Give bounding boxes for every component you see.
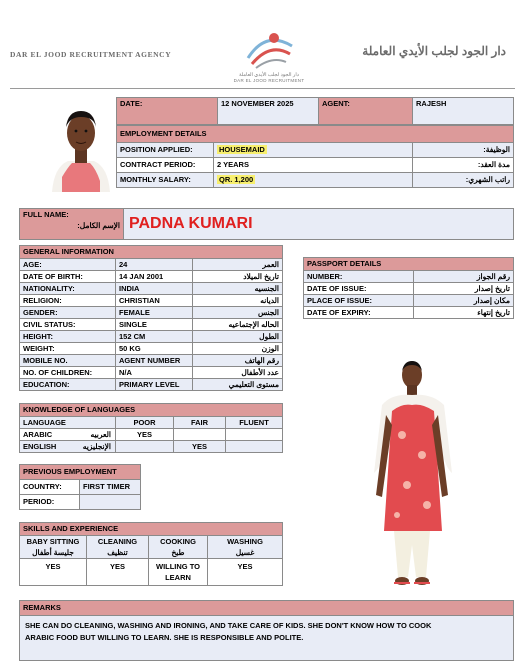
position-label: POSITION APPLIED: [117, 143, 214, 158]
contract-label: CONTRACT PERIOD: [117, 158, 214, 173]
age-value: 24 [116, 259, 193, 271]
previous-employment-table [19, 464, 141, 510]
passport-expiry-label: DATE OF EXPIRY: [304, 307, 414, 319]
religion-label-ar: الديانه [193, 295, 283, 307]
position-value-cell [214, 143, 413, 158]
language-english: ENGLISH [23, 441, 57, 451]
english-poor [116, 441, 174, 453]
civil-status-label-ar: الحاله الإجتماعيه [193, 319, 283, 331]
dob-label: DATE OF BIRTH: [20, 271, 116, 283]
salary-value-cell [214, 173, 413, 188]
contract-value: 2 YEARS [214, 158, 413, 173]
passport-issue-date-label-ar: تاريخ إصدار [414, 283, 514, 295]
weight-label-ar: الوزن [193, 343, 283, 355]
nationality-value: INDIA [116, 283, 193, 295]
english-fair: YES [174, 441, 226, 453]
remarks-header: REMARKS [20, 601, 514, 616]
gender-value: FEMALE [116, 307, 193, 319]
date-agent-table [116, 97, 514, 125]
full-name-table [19, 208, 514, 240]
arabic-fluent [226, 429, 283, 441]
agent-label: AGENT: [319, 98, 413, 125]
skill-washing-en: WASHING [227, 537, 263, 546]
age-label: AGE: [20, 259, 116, 271]
mobile-label: MOBILE NO. [20, 355, 116, 367]
languages-table [19, 403, 283, 453]
salary-label: MONTHLY SALARY: [117, 173, 214, 188]
children-label: NO. OF CHILDREN: [20, 367, 116, 379]
agency-name-english: DAR EL JOOD RECRUITMENT AGENCY [10, 50, 172, 59]
general-info-header: GENERAL INFORMATION [20, 246, 283, 259]
date-label: DATE: [117, 98, 218, 125]
country-value: FIRST TIMER [80, 480, 141, 495]
logo-caption-english: DAR EL JOOD RECRUITMENT [233, 78, 305, 83]
skill-cleaning-en: CLEANING [97, 537, 138, 546]
gender-label: GENDER: [20, 307, 116, 319]
children-label-ar: عدد الأطفال [193, 367, 283, 379]
education-label: EDUCATION: [20, 379, 116, 391]
height-label: HEIGHT: [20, 331, 116, 343]
religion-label: RELIGION: [20, 295, 116, 307]
skill-washing-value-1: YES [237, 562, 253, 571]
english-fluent [226, 441, 283, 453]
language-arabic: ARABIC [23, 429, 53, 439]
skill-baby-sitting [20, 536, 87, 559]
skill-cleaning-ar: تنظيف [107, 548, 128, 557]
header-divider [10, 88, 515, 89]
skill-cleaning [87, 536, 149, 559]
col-language: LANGUAGE [20, 417, 116, 429]
skill-cooking [149, 536, 208, 559]
general-information-table [19, 245, 283, 391]
arabic-fair [174, 429, 226, 441]
languages-header: KNOWLEDGE OF LANGUAGES [20, 404, 283, 417]
position-value: HOUSEMAID [219, 145, 265, 155]
height-value: 152 CM [116, 331, 193, 343]
skills-header: SKILLS AND EXPERIENCE [20, 523, 283, 536]
period-label: PERIOD: [20, 495, 80, 510]
skill-cooking-en: COOKING [160, 537, 196, 546]
agent-value: RAJESH [413, 98, 514, 125]
nationality-label: NATIONALITY: [20, 283, 116, 295]
skill-cleaning-value-1: YES [109, 562, 125, 571]
passport-details-table [303, 257, 514, 319]
skill-cooking-value-1: WILLING TO [155, 562, 201, 571]
dob-value: 14 JAN 2001 [116, 271, 193, 283]
period-value [80, 495, 141, 510]
full-name-label-cell [20, 209, 124, 240]
passport-number-label: NUMBER: [304, 271, 414, 283]
col-fair: FAIR [174, 417, 226, 429]
skill-cleaning-value [87, 559, 149, 586]
skill-cooking-ar: طبخ [171, 548, 185, 557]
mobile-label-ar: رقم الهاتف [193, 355, 283, 367]
civil-status-value: SINGLE [116, 319, 193, 331]
language-english-cell [20, 441, 116, 453]
skill-baby-sitting-value [20, 559, 87, 586]
date-value: 12 NOVEMBER 2025 [218, 98, 319, 125]
full-name-label: FULL NAME: [23, 210, 69, 219]
employment-details-header: EMPLOYMENT DETAILS [117, 126, 514, 143]
religion-value: CHRISTIAN [116, 295, 193, 307]
contract-label-ar: مدة العقد: [413, 158, 514, 173]
skill-baby-sitting-en: BABY SITTING [26, 537, 80, 546]
mobile-value: AGENT NUMBER [116, 355, 193, 367]
nationality-label-ar: الجنسيه [193, 283, 283, 295]
height-label-ar: الطول [193, 331, 283, 343]
applicant-full-body-photo [362, 355, 462, 595]
position-label-ar: الوظيفة: [413, 143, 514, 158]
full-name-value: PADNA KUMARI [124, 209, 514, 240]
salary-label-ar: راتب الشهري: [413, 173, 514, 188]
col-poor: POOR [116, 417, 174, 429]
col-fluent: FLUENT [226, 417, 283, 429]
skill-washing-ar: غسيل [235, 548, 255, 557]
arabic-poor: YES [116, 429, 174, 441]
skill-baby-sitting-ar: جليسة أطفال [32, 548, 74, 557]
skills-table [19, 522, 283, 586]
skill-washing [208, 536, 283, 559]
language-arabic-cell [20, 429, 116, 441]
previous-employment-header: PREVIOUS EMPLOYMENT [20, 465, 141, 480]
remarks-body [20, 616, 514, 661]
dob-label-ar: تاريخ الميلاد [193, 271, 283, 283]
skill-baby-sitting-value-1: YES [45, 562, 61, 571]
skill-cooking-value-2: LEARN [165, 573, 191, 582]
logo-caption-arabic: دار الجود لجلب الأيدي العاملة [239, 72, 299, 78]
weight-label: WEIGHT: [20, 343, 116, 355]
country-label: COUNTRY: [20, 480, 80, 495]
salary-value: QR. 1,200 [219, 175, 254, 185]
passport-issue-place-label: PLACE OF ISSUE: [304, 295, 414, 307]
agency-name-arabic: دار الجود لجلب الأيدي العاملة [362, 44, 506, 58]
passport-header: PASSPORT DETAILS [304, 258, 514, 271]
remarks-table [19, 600, 514, 661]
passport-number-label-ar: رقم الجواز [414, 271, 514, 283]
language-arabic-ar: العربيه [90, 429, 111, 439]
agency-logo [238, 20, 300, 80]
passport-expiry-label-ar: تاريخ إنتهاء [414, 307, 514, 319]
children-value: N/A [116, 367, 193, 379]
civil-status-label: CIVIL STATUS: [20, 319, 116, 331]
skill-cooking-value [149, 559, 208, 586]
remarks-line-2: ARABIC FOOD BUT WILLING TO LEARN. SHE IS RESPONSIBLE AND POLITE. [25, 633, 304, 642]
employment-details-table [116, 125, 514, 188]
full-name-label-ar: الإسم الكامل: [77, 220, 120, 230]
weight-value: 50 KG [116, 343, 193, 355]
passport-issue-date-label: DATE OF ISSUE: [304, 283, 414, 295]
language-english-ar: الإنجليزيه [82, 441, 111, 451]
age-label-ar: العمر [193, 259, 283, 271]
education-value: PRIMARY LEVEL [116, 379, 193, 391]
remarks-line-1: SHE CAN DO CLEANING, WASHING AND IRONING, AND TAKE CARE OF KIDS. SHE DON'T KNOW HOW TO COOK [25, 621, 432, 630]
skill-washing-value [208, 559, 283, 586]
applicant-portrait-photo [48, 97, 114, 192]
passport-issue-place-label-ar: مكان إصدار [414, 295, 514, 307]
gender-label-ar: الجنس [193, 307, 283, 319]
education-label-ar: مستوى التعليمي [193, 379, 283, 391]
